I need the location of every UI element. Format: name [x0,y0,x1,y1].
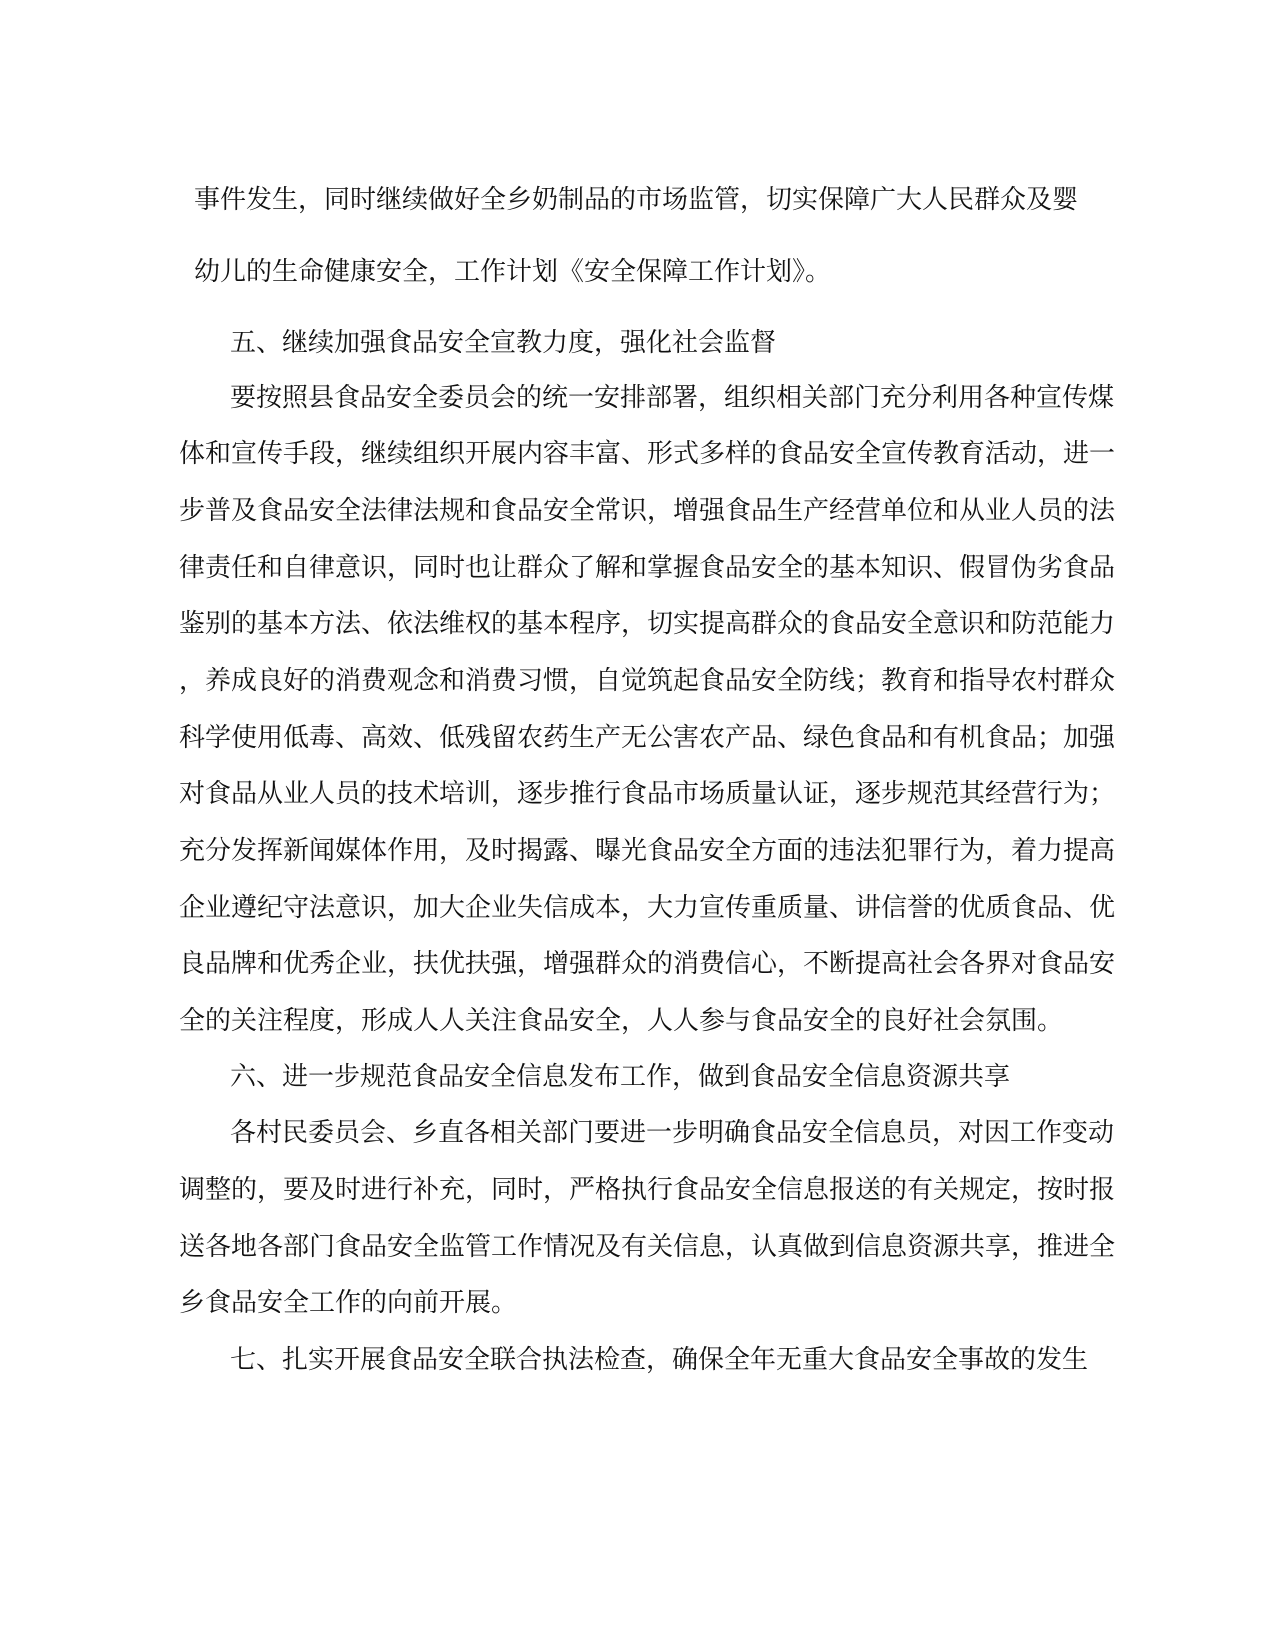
text-line: 对食品从业人员的技术培训，逐步推行食品市场质量认证，逐步规范其经营行为； [179,779,1116,809]
text-line: ，养成良好的消费观念和消费习惯，自觉筑起食品安全防线；教育和指导农村群众 [179,666,1116,696]
text-line: 充分发挥新闻媒体作用，及时揭露、曝光食品安全方面的违法犯罪行为，着力提高 [179,836,1116,866]
text-line: 乡食品安全工作的向前开展。 [179,1288,518,1318]
text-line: 体和宣传手段，继续组织开展内容丰富、形式多样的食品安全宣传教育活动，进一 [179,439,1116,469]
text-line: 步普及食品安全法律法规和食品安全常识，增强食品生产经营单位和从业人员的法 [179,496,1116,526]
text-line: 鉴别的基本方法、依法维权的基本程序，切实提高群众的食品安全意识和防范能力 [179,609,1116,639]
section-heading: 五、继续加强食品安全宣教力度，强化社会监督 [230,328,777,358]
text-line: 企业遵纪守法意识，加大企业失信成本，大力宣传重质量、讲信誉的优质食品、优 [179,893,1116,923]
text-line: 幼儿的生命健康安全，工作计划《安全保障工作计划》。 [194,257,832,287]
text-line: 事件发生，同时继续做好全乡奶制品的市场监管，切实保障广大人民群众及婴 [194,185,1079,215]
section-heading: 七、扎实开展食品安全联合执法检查，确保全年无重大食品安全事故的发生 [230,1345,1089,1375]
text-line: 科学使用低毒、高效、低残留农药生产无公害农产品、绿色食品和有机食品；加强 [179,723,1116,753]
text-line: 要按照县食品安全委员会的统一安排部署，组织相关部门充分利用各种宣传煤 [230,383,1115,413]
text-line: 各村民委员会、乡直各相关部门要进一步明确食品安全信息员，对因工作变动 [230,1118,1115,1148]
text-line: 送各地各部门食品安全监管工作情况及有关信息，认真做到信息资源共享，推进全 [179,1232,1116,1262]
text-line: 全的关注程度，形成人人关注食品安全，人人参与食品安全的良好社会氛围。 [179,1006,1064,1036]
text-line: 调整的，要及时进行补充，同时，严格执行食品安全信息报送的有关规定，按时报 [179,1175,1116,1205]
text-line: 良品牌和优秀企业，扶优扶强，增强群众的消费信心，不断提高社会各界对食品安 [179,949,1116,979]
text-line: 律责任和自律意识，同时也让群众了解和掌握食品安全的基本知识、假冒伪劣食品 [179,553,1116,583]
section-heading: 六、进一步规范食品安全信息发布工作，做到食品安全信息资源共享 [230,1062,1011,1092]
